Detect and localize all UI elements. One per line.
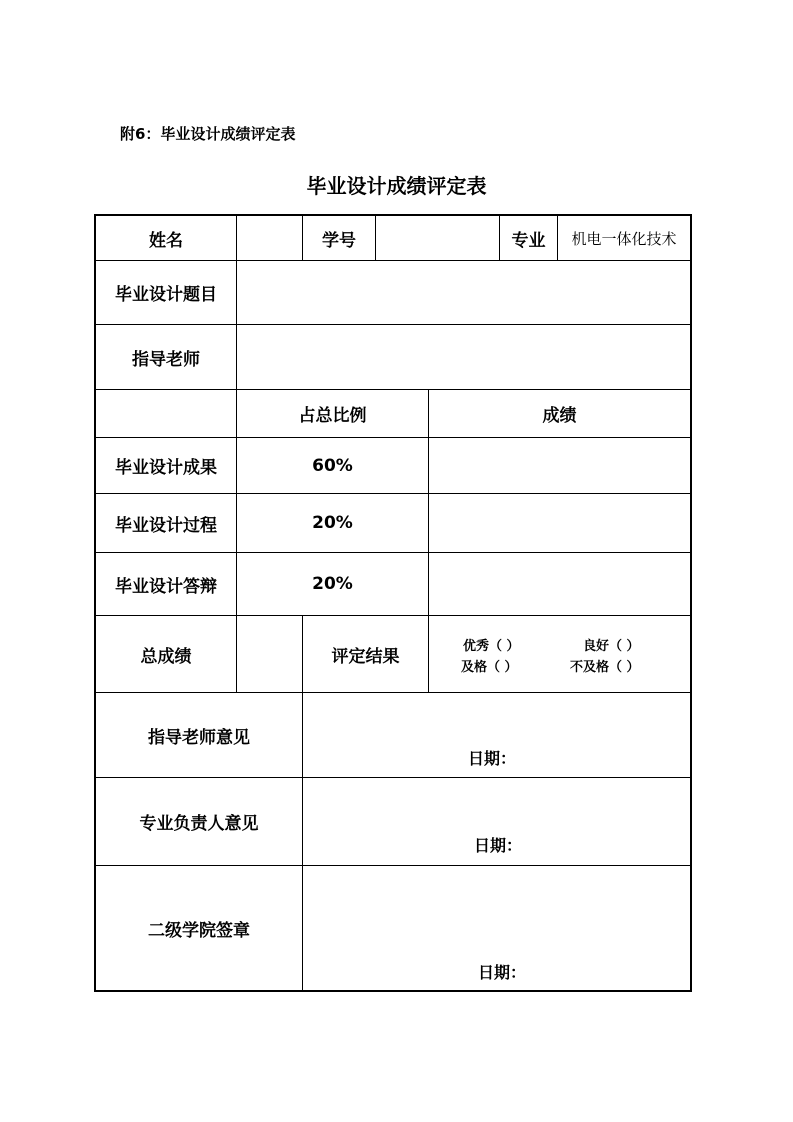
score-row-weight: 20% [312, 513, 353, 533]
option-excellent[interactable]: 优秀（ ） [463, 639, 520, 654]
major-label: 专业 [511, 230, 546, 251]
score-row-score-field[interactable] [429, 494, 690, 552]
total-label: 总成绩 [140, 646, 192, 667]
advisor-label: 指导老师 [132, 349, 200, 370]
topic-field[interactable] [237, 261, 690, 324]
major-value: 机电一体化技术 [571, 229, 677, 248]
score-header: 成绩 [542, 406, 577, 426]
option-pass[interactable]: 及格（ ） [461, 660, 518, 675]
score-row-score-field[interactable] [429, 553, 690, 615]
form-title: 毕业设计成绩评定表 [306, 174, 487, 198]
student-id-label: 学号 [322, 230, 356, 251]
topic-label: 毕业设计题目 [115, 285, 217, 305]
student-id-field[interactable] [376, 216, 499, 260]
attachment-label: 附6：毕业设计成绩评定表 [120, 125, 296, 143]
result-label: 评定结果 [331, 646, 400, 667]
name-label: 姓名 [149, 230, 183, 251]
score-row-label: 毕业设计答辩 [115, 576, 217, 597]
opinion-label: 专业负责人意见 [139, 814, 259, 834]
opinion-label: 指导老师意见 [148, 727, 250, 748]
weight-header: 占总比例 [298, 406, 367, 426]
score-row-weight: 20% [312, 574, 353, 594]
option-good[interactable]: 良好（ ） [583, 639, 640, 654]
score-row-label: 毕业设计成果 [115, 458, 217, 478]
score-row-label: 毕业设计过程 [115, 515, 217, 536]
score-header-empty [96, 390, 236, 437]
date-label: 日期： [474, 836, 523, 855]
advisor-field[interactable] [237, 325, 690, 389]
score-row-weight: 60% [312, 455, 353, 476]
opinion-label: 二级学院签章 [148, 920, 250, 941]
date-label: 日期： [478, 963, 527, 982]
date-label: 日期： [468, 749, 517, 768]
name-field[interactable] [237, 216, 302, 260]
score-row-score-field[interactable] [429, 438, 690, 493]
option-fail[interactable]: 不及格（ ） [570, 660, 640, 675]
total-field[interactable] [237, 616, 302, 692]
